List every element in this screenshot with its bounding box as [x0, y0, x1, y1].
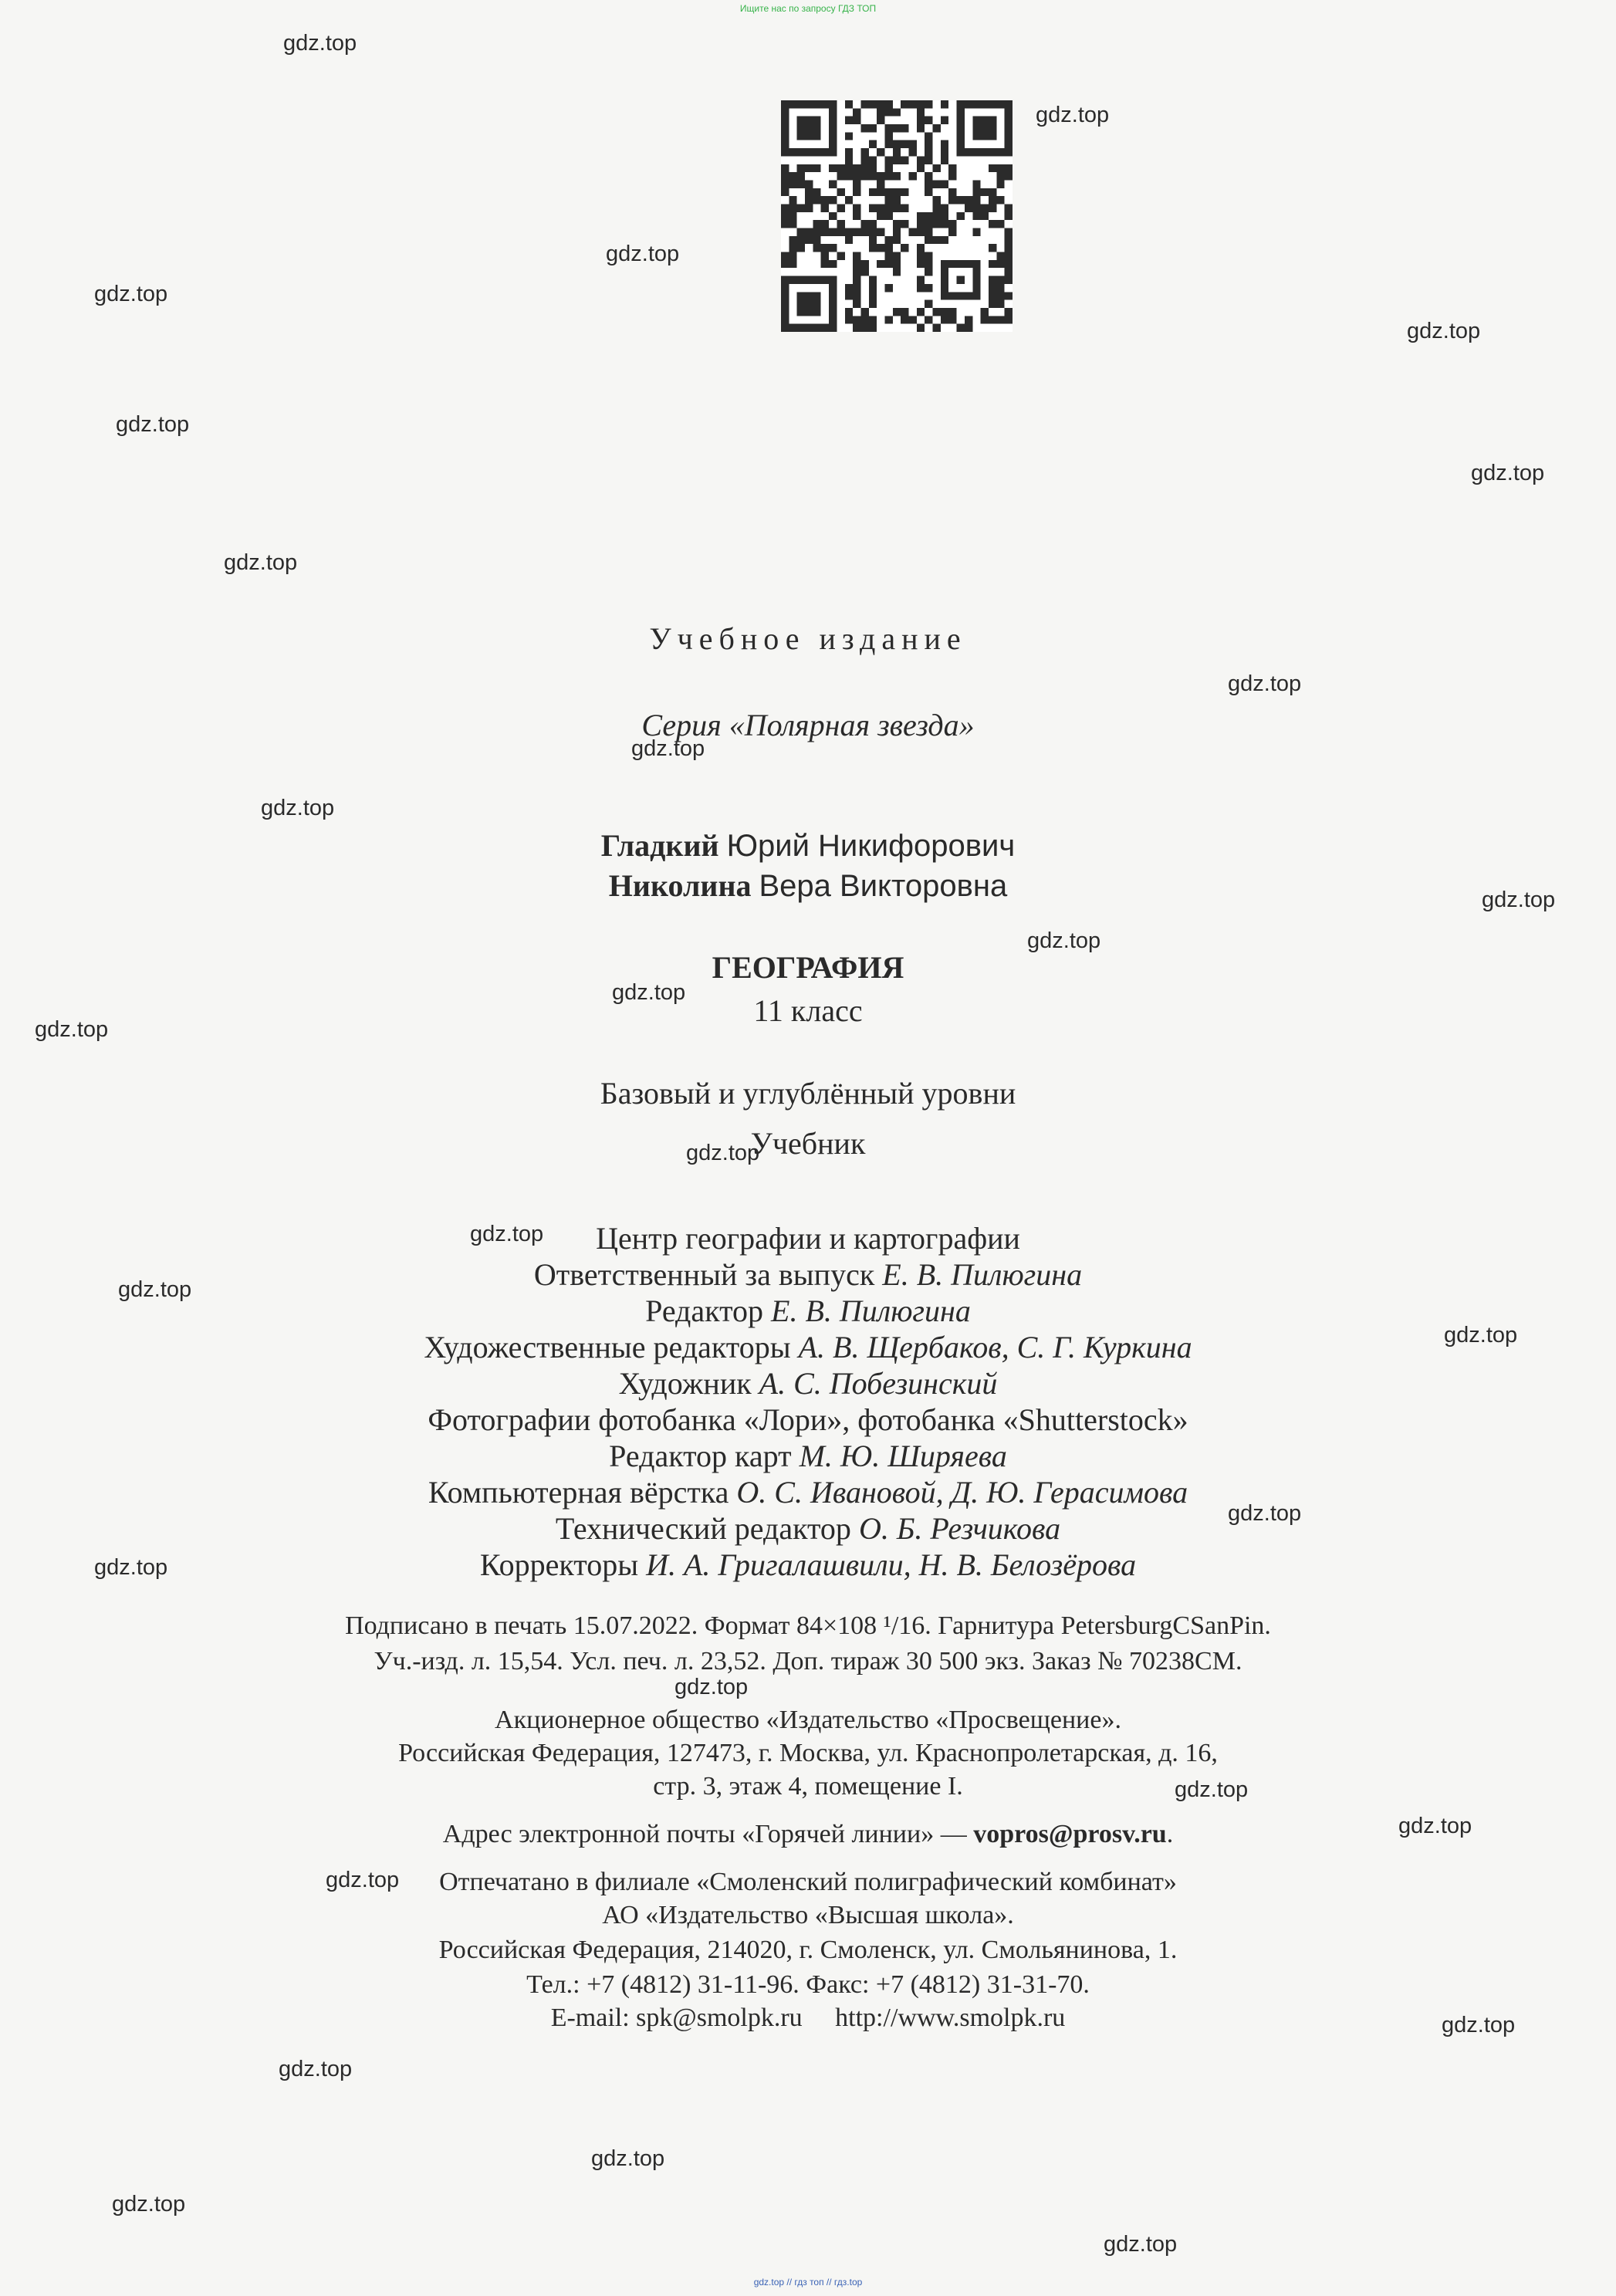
book-levels: Базовый и углублённый уровни — [600, 1076, 1016, 1111]
watermark: gdz.top — [261, 796, 335, 820]
print-info-line: Подписано в печать 15.07.2022. Формат 84×108 ¹/16. Гарнитура PetersburgCSanPin. — [345, 1611, 1271, 1640]
credit-person: М. Ю. Ширяева — [799, 1439, 1007, 1473]
watermark: gdz.top — [606, 242, 680, 266]
credit-role: Технический редактор — [555, 1511, 851, 1546]
book-subject: ГЕОГРАФИЯ — [712, 950, 904, 985]
credit-line — [0, 1368, 1616, 1399]
watermark: gdz.top — [1398, 1814, 1472, 1838]
watermark: gdz.top — [112, 2192, 186, 2217]
watermark: gdz.top — [1407, 319, 1481, 343]
top-banner: Ищите нас по запросу ГДЗ ТОП — [739, 3, 877, 14]
watermark: gdz.top — [279, 2057, 353, 2081]
watermark: gdz.top — [94, 282, 168, 306]
watermark: gdz.top — [1482, 888, 1556, 912]
credit-line — [0, 1513, 1616, 1544]
credit-person: О. Б. Резчикова — [858, 1511, 1061, 1546]
credit-line — [0, 1223, 1616, 1254]
credit-person: И. А. Григалашвили, Н. В. Белозёрова — [646, 1547, 1137, 1582]
book-grade: 11 класс — [753, 993, 863, 1028]
watermark: gdz.top — [470, 1222, 544, 1246]
watermark: gdz.top — [1228, 671, 1302, 696]
watermark: gdz.top — [1444, 1323, 1518, 1348]
watermark: gdz.top — [1442, 2013, 1516, 2037]
printer-line: Российская Федерация, 214020, г. Смоленск, ул. Смольянинова, 1. — [438, 1936, 1178, 1964]
watermark: gdz.top — [1175, 1777, 1249, 1802]
book-kind: Учебник — [750, 1126, 866, 1161]
print-info-line: Уч.-изд. л. 15,54. Усл. печ. л. 23,52. Доп. тираж 30 500 экз. Заказ № 70238СМ. — [374, 1647, 1242, 1676]
edition-type: Учебное издание — [649, 621, 967, 656]
credit-line — [0, 1441, 1616, 1472]
author-2-surname: Николина — [608, 868, 752, 903]
author-1-name: Юрий Никифорович — [726, 829, 1016, 863]
publisher-line: Российская Федерация, 127473, г. Москва, ул. Краснопролетарская, д. 16, — [398, 1739, 1218, 1767]
qr-code[interactable] — [781, 100, 1013, 332]
author-1-surname: Гладкий — [600, 828, 719, 863]
watermark: gdz.top — [326, 1868, 400, 1892]
qr-code-icon — [781, 100, 1013, 332]
publisher-line: Акционерное общество «Издательство «Просвещение». — [495, 1706, 1121, 1734]
printer-line: АО «Издательство «Высшая школа». — [602, 1901, 1014, 1929]
hotline-email[interactable]: vopros@prosv.ru — [973, 1820, 1167, 1848]
watermark: gdz.top — [674, 1675, 749, 1699]
credit-person: О. С. Ивановой, Д. Ю. Герасимова — [736, 1475, 1188, 1510]
credit-role: Редактор карт — [609, 1439, 792, 1473]
author-2 — [0, 868, 1616, 903]
credit-line — [0, 1547, 1616, 1582]
author-1 — [0, 830, 1616, 861]
series-title: Серия «Полярная звезда» — [641, 708, 975, 742]
hotline-label: Адрес электронной почты «Горячей линии» — — [442, 1820, 967, 1848]
credit-person: А. В. Щербаков, С. Г. Куркина — [798, 1330, 1192, 1364]
watermark: gdz.top — [1471, 461, 1545, 485]
watermark: gdz.top — [1036, 103, 1110, 127]
printer-line: Тел.: +7 (4812) 31-11-96. Факс: +7 (4812) 31-31-70. — [526, 1970, 1090, 1999]
watermark: gdz.top — [631, 736, 705, 761]
credit-person: А. С. Побезинский — [759, 1366, 998, 1401]
watermark: gdz.top — [94, 1555, 168, 1580]
watermark: gdz.top — [116, 412, 190, 437]
watermark: gdz.top — [591, 2146, 665, 2171]
credit-role: Фотографии фотобанка «Лори», фотобанка «Shutterstock» — [428, 1402, 1188, 1437]
watermark: gdz.top — [1104, 2232, 1178, 2257]
credit-line — [0, 1293, 1616, 1328]
credit-role: Центр географии и картографии — [596, 1221, 1020, 1256]
credit-line — [0, 1257, 1616, 1292]
bottom-banner: gdz.top // гдз топ // гдз.top — [753, 2277, 863, 2288]
watermark: gdz.top — [118, 1277, 192, 1302]
watermark: gdz.top — [1027, 928, 1101, 953]
watermark: gdz.top — [224, 550, 298, 575]
publisher-line: стр. 3, этаж 4, помещение I. — [653, 1772, 963, 1801]
credit-line — [0, 1402, 1616, 1437]
credit-person: Е. В. Пилюгина — [882, 1257, 1083, 1292]
printer-line: Отпечатано в филиале «Смоленский полиграфический комбинат» — [439, 1868, 1177, 1896]
watermark: gdz.top — [612, 980, 686, 1005]
credit-line — [0, 1332, 1616, 1363]
printer-contacts: E-mail: spk@smolpk.ru http://www.smolpk.ru — [550, 2004, 1066, 2032]
watermark: gdz.top — [283, 31, 357, 56]
credit-line — [0, 1477, 1616, 1508]
watermark: gdz.top — [35, 1017, 109, 1042]
credit-role: Компьютерная вёрстка — [428, 1475, 729, 1510]
watermark: gdz.top — [1228, 1501, 1302, 1526]
watermark: gdz.top — [686, 1141, 760, 1165]
hotline — [0, 1821, 1616, 1848]
hotline-end: . — [1166, 1820, 1174, 1848]
credit-role: Ответственный за выпуск — [533, 1257, 875, 1292]
credit-role: Художник — [618, 1366, 752, 1401]
credit-role: Художественные редакторы — [424, 1330, 791, 1364]
credit-role: Корректоры — [479, 1547, 639, 1582]
credit-role: Редактор — [645, 1293, 764, 1328]
credit-person: Е. В. Пилюгина — [771, 1293, 971, 1328]
author-2-name: Вера Викторовна — [759, 869, 1008, 903]
